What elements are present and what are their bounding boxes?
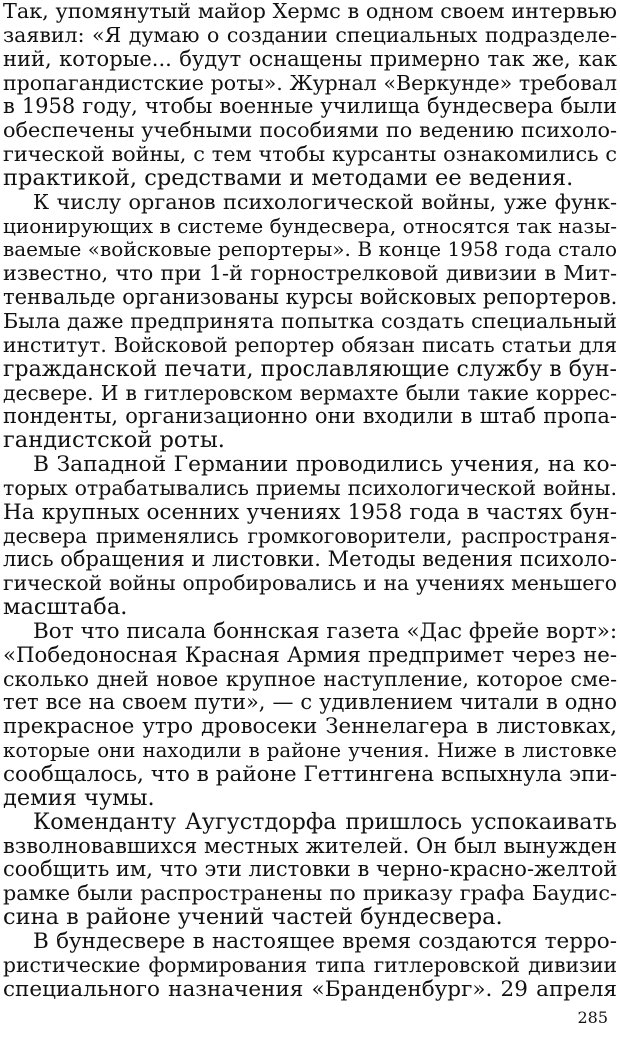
- text-line: практикой, средствами и методами ее ведения.: [3, 166, 574, 191]
- text-line: ний, которые... будут оснащены примерно так же, как: [3, 47, 617, 71]
- text-line: масштаба.: [3, 596, 128, 620]
- text-line: взволновавшихся местных жителей. Он был вынужден: [3, 834, 617, 858]
- text-line: десвере. И в гитлеровском вермахте были такие коррес-: [3, 381, 617, 405]
- paragraph: [3, 453, 617, 620]
- text-line: тет все на своем пути», — с удивлением читали в одно: [3, 691, 617, 715]
- text-line: рамке были распространены по приказу графа Баудис-: [3, 882, 617, 906]
- paragraph: [3, 620, 617, 811]
- text-line: гической войны, с тем чтобы курсанты ознакомились с: [3, 143, 617, 167]
- text-line: понденты, организационно они входили в штаб пропа-: [3, 405, 617, 429]
- text-line: Была даже предпринята попытка создать специальный: [3, 309, 617, 333]
- text-line: В бундесвере в настоящее время создаются терро-: [33, 929, 617, 954]
- text-line: пропагандистские роты». Журнал «Веркунде» требовал: [3, 71, 617, 95]
- text-line: лись обращения и листовки. Методы ведения психоло-: [3, 548, 617, 572]
- text-line: известно, что при 1-й горнострелковой дивизии в Мит-: [3, 262, 617, 286]
- text-line: гической войны опробировались и на учениях меньшего: [3, 572, 617, 596]
- text-line: гражданской печати, прославляющие службу в бун-: [3, 357, 617, 382]
- text-line: ционирующих в системе бундесвера, относятся так назы-: [3, 214, 617, 238]
- text-line: тенвальде организованы курсы войсковых репортеров.: [3, 286, 617, 310]
- text-line: сообщалось, что в районе Геттингена вспыхнула эпи-: [3, 763, 617, 787]
- text-line: торых отрабатывались приемы психологической войны.: [3, 476, 617, 500]
- paragraph: [3, 191, 617, 453]
- paragraph: [3, 811, 617, 930]
- text-line: В Западной Германии проводились учения, на ко-: [33, 453, 617, 477]
- text-line: Коменданту Аугустдорфа пришлось успокаивать: [33, 810, 617, 835]
- body-text: [3, 0, 617, 1001]
- text-line: гандистской роты.: [3, 429, 225, 454]
- text-line: сообщить им, что эти листовки в черно-красно-желтой: [3, 858, 617, 882]
- text-line: сколько дней новое крупное наступление, которое сме-: [3, 667, 617, 691]
- text-line: прекрасное утро дровосеки Зеннелагера в листовках,: [3, 715, 617, 740]
- text-line: десвера применялись громкоговорители, распространя-: [3, 524, 617, 548]
- text-line: Так, упомянутый майор Хермс в одном своем интервью: [3, 0, 617, 23]
- text-line: «Победоносная Красная Армия предпримет через не-: [3, 643, 617, 668]
- page-number: 285: [577, 1008, 608, 1027]
- text-line: К числу органов психологической войны, уже функ-: [33, 190, 617, 214]
- text-line: заявил: «Я думаю о создании специальных подразделе-: [3, 23, 617, 47]
- text-line: ристические формирования типа гитлеровской дивизии: [3, 953, 617, 977]
- text-line: На крупных осенних учениях 1958 года в частях бун-: [3, 500, 617, 525]
- text-line: сина в районе учений частей бундесвера.: [3, 906, 503, 930]
- text-line: демия чумы.: [3, 786, 155, 811]
- text-line: в 1958 году, чтобы военные училища бундесвера были: [3, 95, 617, 119]
- paragraph: [3, 0, 617, 191]
- text-line: Вот что писала боннская газета «Дас фрейе ворт»:: [33, 619, 617, 644]
- text-line: обеспечены учебными пособиями по ведению психоло-: [3, 119, 617, 143]
- text-line: которые они находили в районе учения. Ниже в листовке: [3, 739, 617, 763]
- text-line: специального назначения «Бранденбург». 29 апреля: [3, 977, 617, 1002]
- text-line: ваемые «войсковые репортеры». В конце 1958 года стало: [3, 238, 617, 262]
- text-line: институт. Войсковой репортер обязан писать статьи для: [3, 333, 617, 357]
- paragraph: [3, 930, 617, 1002]
